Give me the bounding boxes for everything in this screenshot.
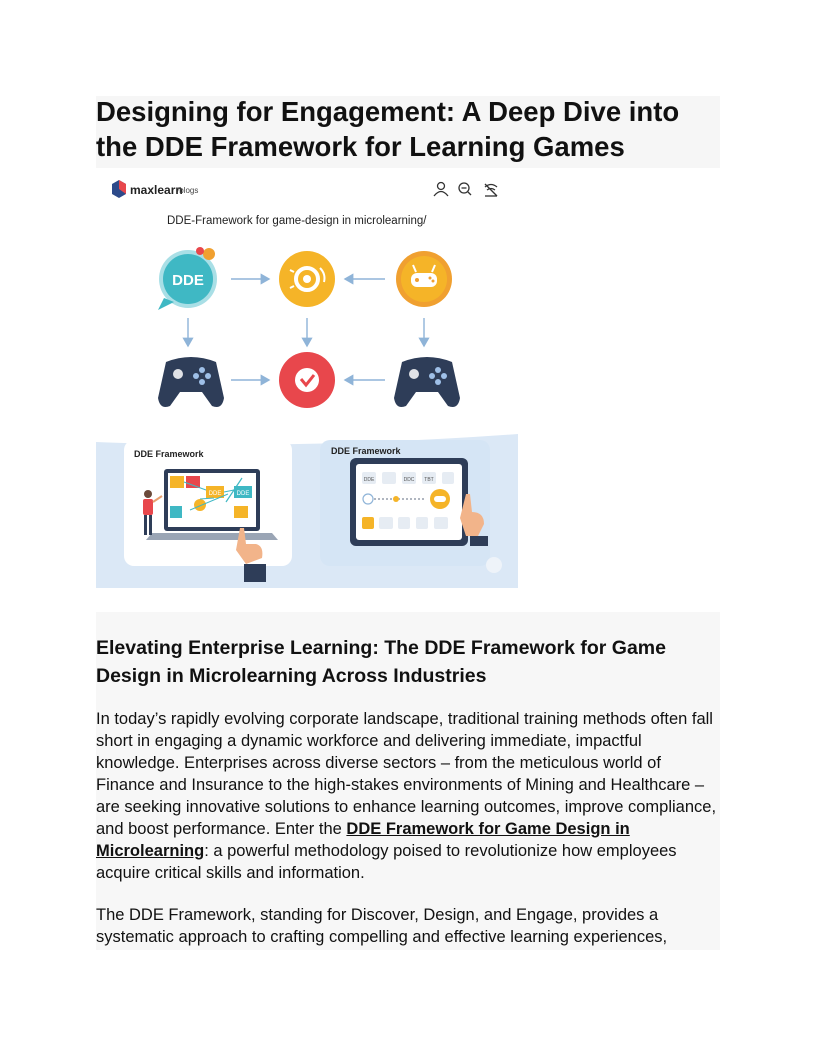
tablet-chip-2: DDC <box>403 477 415 483</box>
intro-paragraph <box>96 708 724 884</box>
dde-framework-link[interactable]: DDE Framework for Game Design in Microlearning <box>96 820 630 860</box>
laptop-dde-chip-2: DDE <box>236 491 250 497</box>
dde-bubble-label: DDE <box>172 272 204 289</box>
game-controller-icon <box>158 357 224 407</box>
page-title: Designing for Engagement: A Deep Dive into the DDE Framework for Learning Games <box>96 96 680 162</box>
checkmark-icon <box>279 352 335 408</box>
brand-subpath: /blogs <box>177 186 199 195</box>
right-panel-title: DDE Framework <box>331 446 401 456</box>
tablet-chip-1: DDE <box>363 477 375 483</box>
dde-bubble <box>158 247 217 310</box>
dde-infographic <box>96 172 518 588</box>
tablet-chip-4: TBT <box>424 477 434 483</box>
zoom-out-icon[interactable] <box>459 183 471 195</box>
dde-definition-paragraph: The DDE Framework, standing for Discover, Design, and Engage, provides a systematic approach to crafting compelling and effective learning experiences, <box>96 906 668 946</box>
user-icon[interactable] <box>434 183 448 197</box>
game-controller-icon <box>394 357 460 407</box>
maxlearn-logo <box>112 180 126 198</box>
intro-text-before-link: In today’s rapidly evolving corporate landscape, traditional training methods often fall short in engaging a dynamic workforce and delivering immediate, impactful knowledge. Enterprises across diverse sectors – from the meticulous world of Finance and Insurance to the high-stakes environments of Mining and Healthcare – are seeking innovative solutions to enhance learning outcomes, improve compliance, and boost performance. Enter the <box>96 710 717 838</box>
gear-icon <box>279 251 335 307</box>
right-framework-panel <box>320 440 502 573</box>
laptop-dde-chip: DDE <box>208 491 222 497</box>
section-heading: Elevating Enterprise Learning: The DDE Framework for Game Design in Microlearning Across Industries <box>96 637 666 687</box>
no-signal-icon[interactable] <box>485 184 497 196</box>
brand-name: maxlearn <box>130 183 183 197</box>
gamepad-icon <box>396 251 452 307</box>
intro-text-after-link: : a powerful methodology poised to revolutionize how employees acquire critical skills and information. <box>96 842 677 882</box>
left-panel-title: DDE Framework <box>134 449 204 459</box>
infographic-heading: DDE-Framework for game-design in microlearning/ <box>167 215 427 227</box>
left-framework-panel <box>124 440 292 566</box>
